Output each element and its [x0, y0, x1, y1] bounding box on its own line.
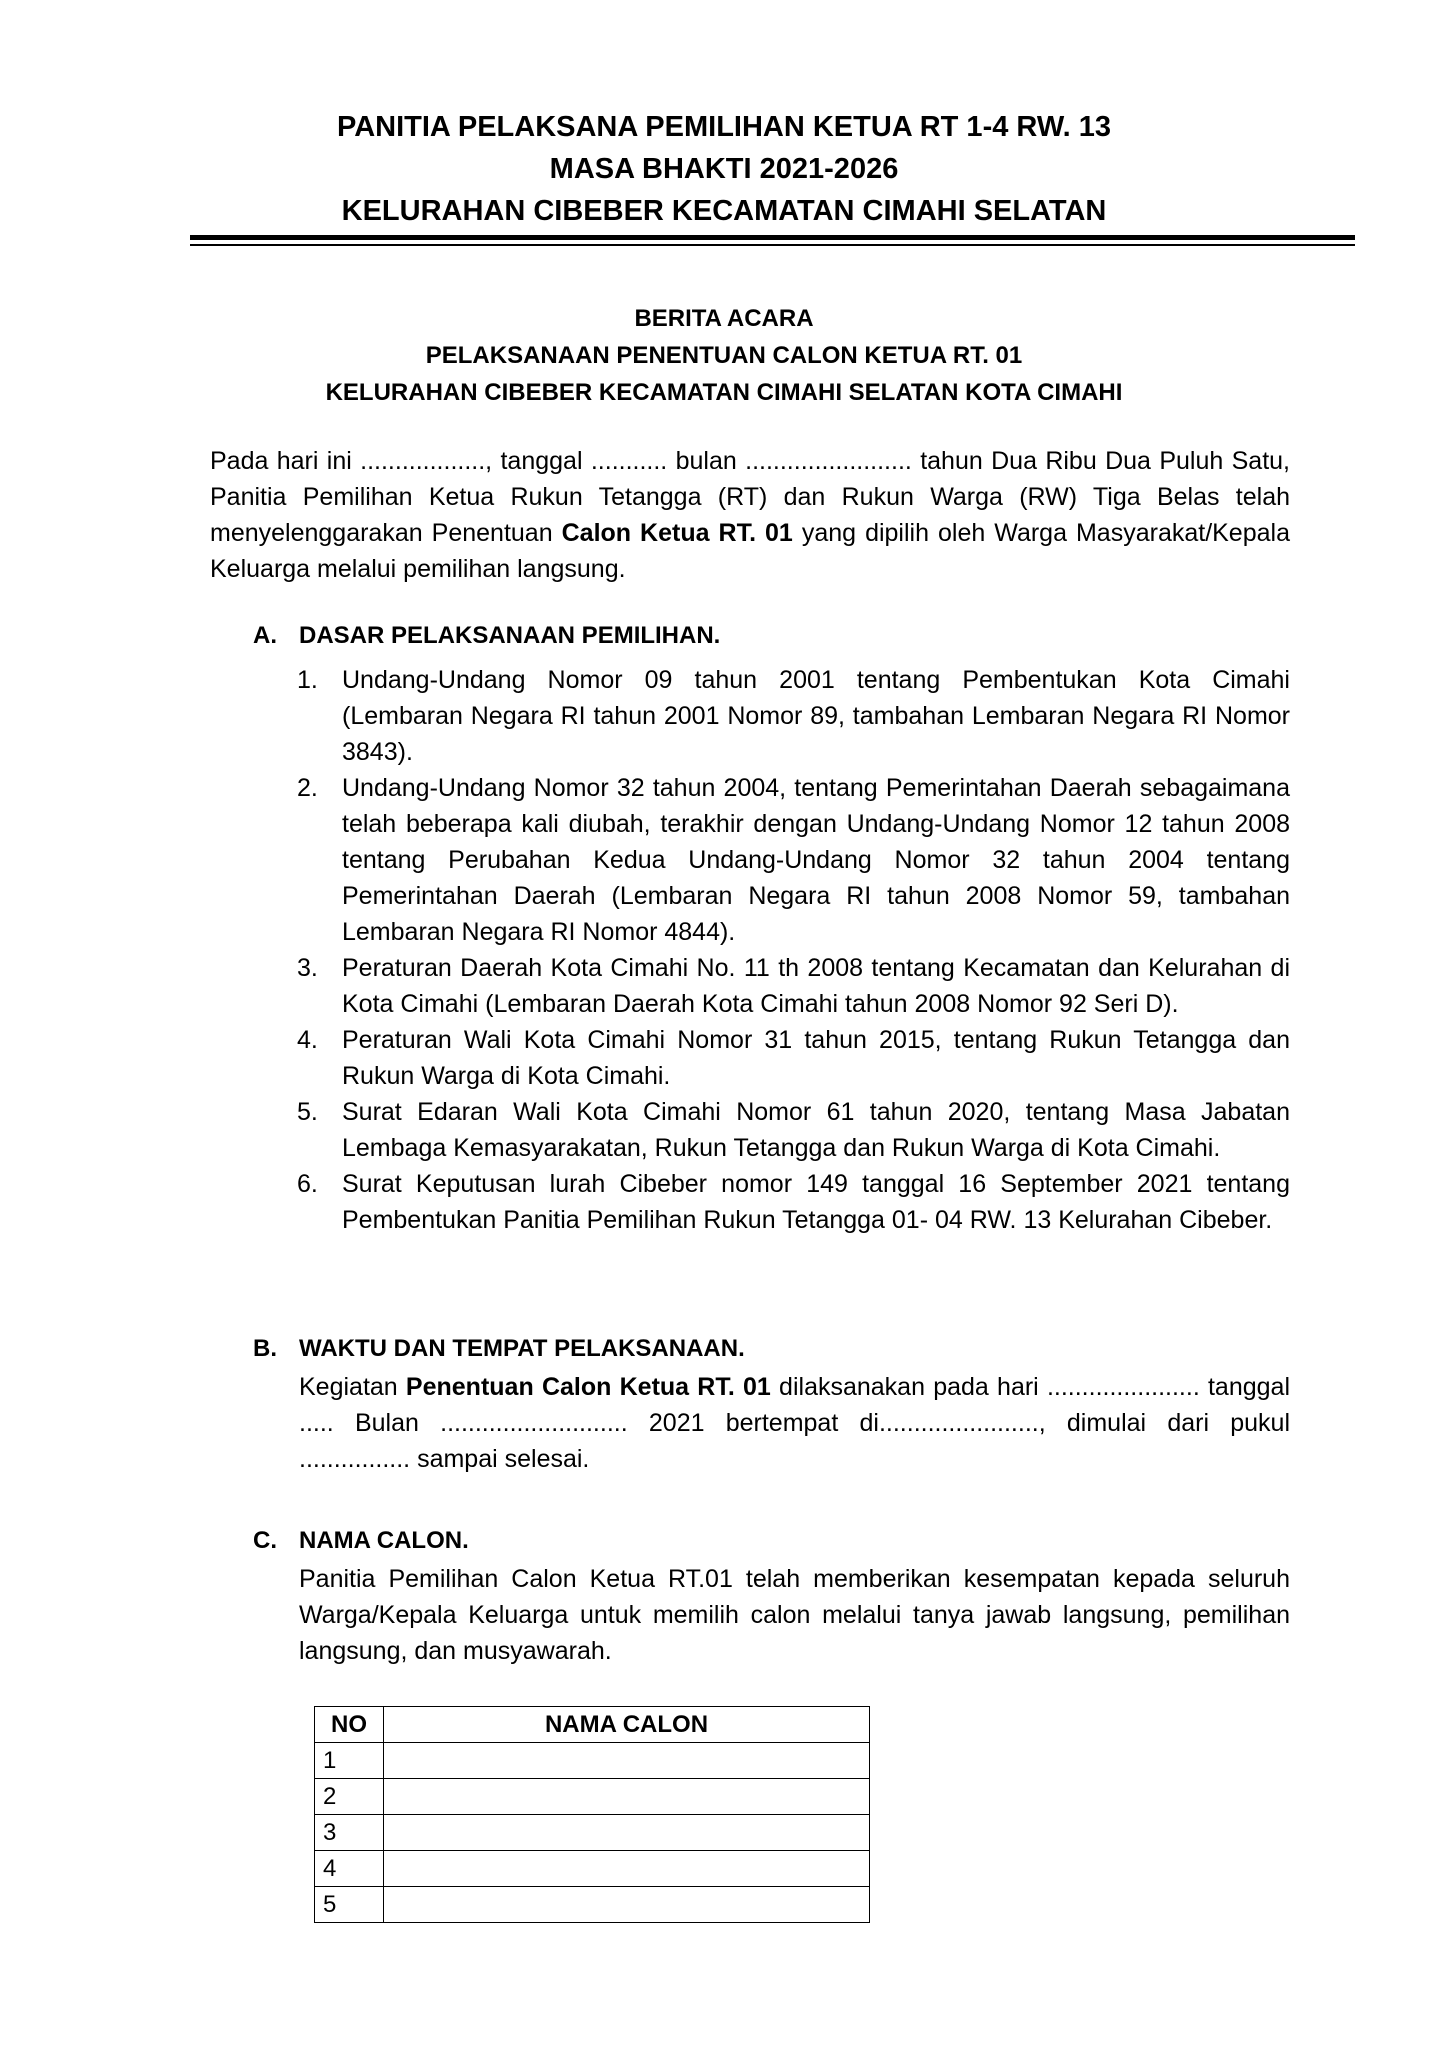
intro-paragraph: [210, 443, 1290, 587]
list-item-text: Undang-Undang Nomor 09 tahun 2001 tentang Pembentukan Kota Cimahi (Lembaran Negara RI tahun 2001 Nomor 89, tambahan Lembaran Negara RI Nomor 3843).: [342, 666, 1290, 766]
section-c-letter: C.: [253, 1527, 277, 1554]
section-b-text-2: dilaksanakan pada hari ...................... tanggal ..... Bulan ........................... 2021 bertempat di......................., dimulai dari pukul ................ sampai selesai.: [299, 1373, 1291, 1473]
list-item-text: Undang-Undang Nomor 32 tahun 2004, tentang Pemerintahan Daerah sebagaimana telah beberapa kali diubah, terakhir dengan Undang-Undang Nomor 12 tahun 2008 tentang Perubahan Kedua Undang-Undang Nomor 32 tahun 2004 tentang Pemerintahan Daerah (Lembaran Negara RI tahun 2008 Nomor 59, tambahan Lembaran Negara RI Nomor 4844).: [342, 774, 1290, 946]
letterhead-rule-thick: [190, 235, 1355, 240]
list-item-text: Surat Edaran Wali Kota Cimahi Nomor 61 tahun 2020, tentang Masa Jabatan Lembaga Kemasyarakatan, Rukun Tetangga dan Rukun Warga di Kota Cimahi.: [342, 1098, 1290, 1162]
list-item: [297, 662, 1290, 770]
list-item-number: 4.: [297, 1026, 318, 1054]
title-line-1: BERITA ACARA: [634, 305, 814, 332]
candidate-name-cell[interactable]: [384, 1815, 870, 1851]
list-item-text: Peraturan Wali Kota Cimahi Nomor 31 tahun 2015, tentang Rukun Tetangga dan Rukun Warga di Kota Cimahi.: [342, 1026, 1290, 1090]
section-b-title: WAKTU DAN TEMPAT PELAKSANAAN.: [299, 1335, 745, 1362]
list-item-text: Surat Keputusan lurah Cibeber nomor 149 tanggal 16 September 2021 tentang Pembentukan Panitia Pemilihan Rukun Tetangga 01- 04 RW. 13 Kelurahan Cibeber.: [342, 1170, 1290, 1234]
document-title: [0, 300, 1448, 411]
letterhead-line-1: PANITIA PELAKSANA PEMILIHAN KETUA RT 1-4 RW. 13: [337, 111, 1111, 143]
table-row: [315, 1815, 870, 1851]
letterhead: [0, 106, 1448, 232]
list-item-number: 5.: [297, 1098, 318, 1126]
candidate-name-cell[interactable]: [384, 1743, 870, 1779]
list-item-number: 1.: [297, 666, 318, 694]
list-item-number: 2.: [297, 774, 318, 802]
row-number: 5: [315, 1887, 384, 1923]
title-line-3: KELURAHAN CIBEBER KECAMATAN CIMAHI SELATAN KOTA CIMAHI: [325, 379, 1123, 406]
list-item: [297, 950, 1290, 1022]
section-a-letter: A.: [253, 622, 277, 649]
column-header-no: NO: [315, 1707, 384, 1743]
section-b-bold: Penentuan Calon Ketua RT. 01: [405, 1373, 771, 1401]
intro-text-1: Pada hari ini .................., tanggal ........... bulan ........................ tahun Dua Ribu Dua Puluh Satu, Panitia Pemilihan Ketua Rukun Tetangga (RT) dan Rukun Warga (RW) Tiga Belas telah menyelenggarakan Penentuan: [210, 447, 1290, 547]
list-item-text: Peraturan Daerah Kota Cimahi No. 11 th 2008 tentang Kecamatan dan Kelurahan di Kota Cimahi (Lembaran Daerah Kota Cimahi tahun 2008 Nomor 92 Seri D).: [342, 954, 1290, 1018]
row-number: 1: [315, 1743, 384, 1779]
legal-basis-list: [297, 662, 1290, 1238]
intro-text-2: yang dipilih oleh Warga Masyarakat/Kepala Keluarga melalui pemilihan langsung.: [210, 519, 1290, 583]
title-line-2: PELAKSANAAN PENENTUAN CALON KETUA RT. 01: [425, 342, 1023, 369]
list-item-number: 3.: [297, 954, 318, 982]
section-c-paragraph: Panitia Pemilihan Calon Ketua RT.01 telah memberikan kesempatan kepada seluruh Warga/Kepala Keluarga untuk memilih calon melalui tanya jawab langsung, pemilihan langsung, dan musyawarah.: [299, 1565, 1290, 1665]
list-item: [297, 770, 1290, 950]
section-a-heading: [253, 622, 720, 650]
column-header-name: NAMA CALON: [384, 1707, 870, 1743]
section-a-title: DASAR PELAKSANAAN PEMILIHAN.: [299, 622, 721, 649]
table-header-row: [315, 1707, 870, 1743]
table-row: [315, 1851, 870, 1887]
table-row: [315, 1779, 870, 1815]
list-item: [297, 1166, 1290, 1238]
row-number: 2: [315, 1779, 384, 1815]
row-number: 4: [315, 1851, 384, 1887]
section-c-title: NAMA CALON.: [299, 1527, 469, 1554]
candidate-name-cell[interactable]: [384, 1779, 870, 1815]
row-number: 3: [315, 1815, 384, 1851]
letterhead-rule-thin: [190, 244, 1355, 246]
section-b-heading: [253, 1335, 745, 1363]
list-item: [297, 1022, 1290, 1094]
list-item: [297, 1094, 1290, 1166]
section-b-letter: B.: [253, 1335, 277, 1362]
list-item-number: 6.: [297, 1170, 318, 1198]
candidate-table: [314, 1706, 870, 1923]
candidate-name-cell[interactable]: [384, 1851, 870, 1887]
table-row: [315, 1887, 870, 1923]
section-b-text-1: Kegiatan: [299, 1373, 406, 1401]
section-c-heading: [253, 1527, 469, 1555]
section-b-paragraph: [299, 1369, 1290, 1477]
table-row: [315, 1743, 870, 1779]
candidate-name-cell[interactable]: [384, 1887, 870, 1923]
letterhead-line-3: KELURAHAN CIBEBER KECAMATAN CIMAHI SELATAN: [341, 195, 1107, 227]
letterhead-line-2: MASA BHAKTI 2021-2026: [549, 153, 899, 185]
intro-bold: Calon Ketua RT. 01: [561, 519, 793, 547]
